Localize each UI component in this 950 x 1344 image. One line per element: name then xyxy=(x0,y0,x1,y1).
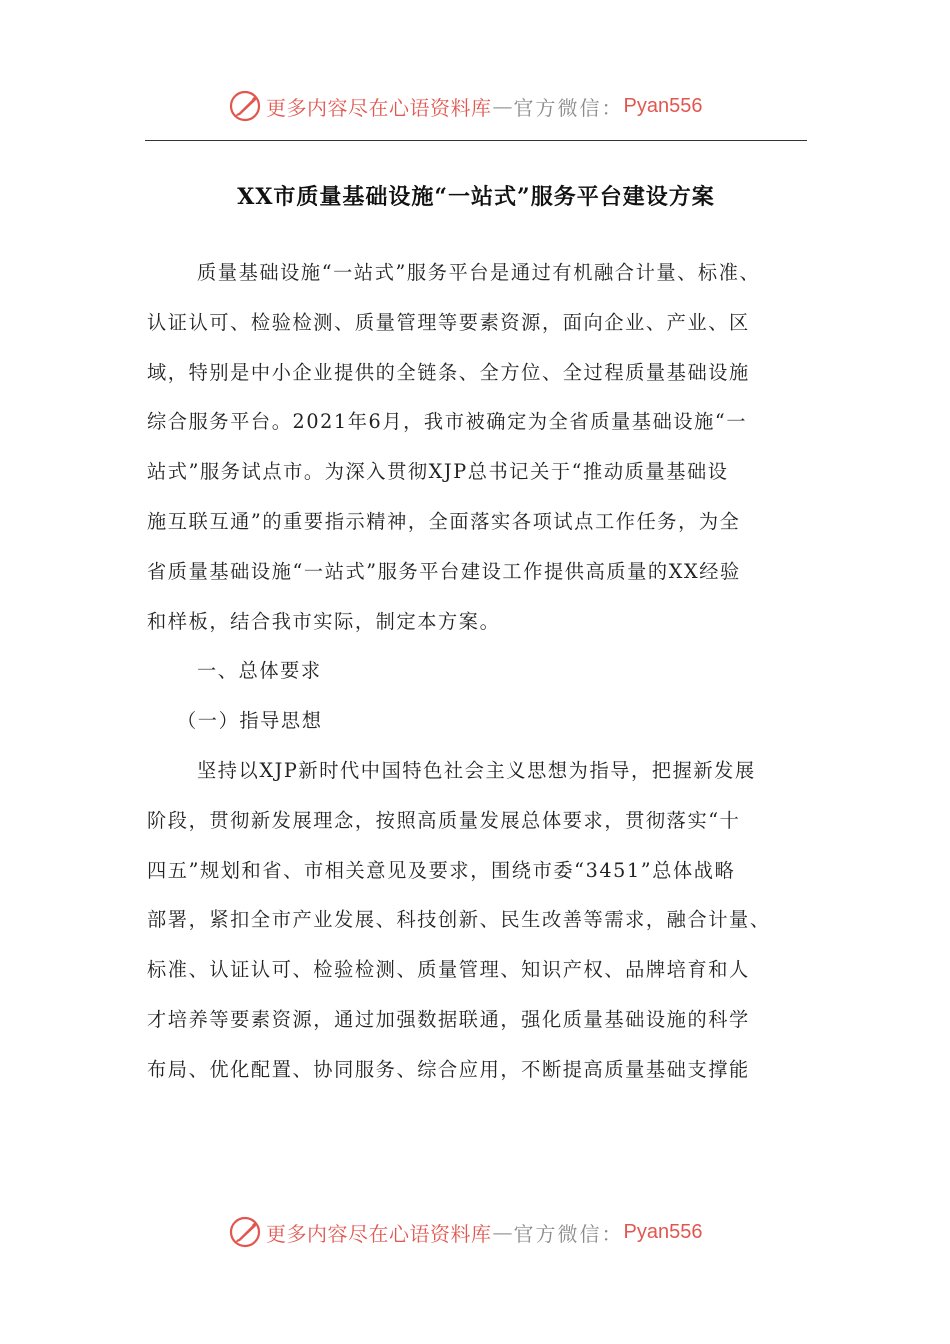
watermark-separator: — xyxy=(492,1220,513,1244)
subsection-heading: （一）指导思想 xyxy=(177,709,323,733)
quill-logo-icon xyxy=(228,1215,262,1249)
body-line: 综合服务平台。2021年6月，我市被确定为全省质量基础设施“一 xyxy=(147,410,748,434)
watermark-wechat-id: Pyan556 xyxy=(623,1220,703,1243)
body-line: 四五”规划和省、市相关意见及要求，围绕市委“3451”总体战略 xyxy=(147,858,736,882)
watermark-wechat-label: 官方微信： xyxy=(513,1221,624,1246)
body-line: 标准、认证认可、检验检测、质量管理、知识产权、品牌培育和人 xyxy=(147,958,750,982)
watermark-site-name: 更多内容尽在心语资料库 xyxy=(266,1221,492,1246)
body-line: 施互联互通”的重要指示精神，全面落实各项试点工作任务，为全 xyxy=(147,509,741,533)
header-watermark xyxy=(0,86,950,126)
body-line: 认证认可、检验检测、质量管理等要素资源，面向企业、产业、区 xyxy=(147,310,750,334)
body-line: 域，特别是中小企业提供的全链条、全方位、全过程质量基础设施 xyxy=(147,360,750,384)
document-body xyxy=(147,248,809,1095)
section-heading: 一、总体要求 xyxy=(197,659,322,683)
watermark-wechat-id: Pyan556 xyxy=(623,94,703,117)
document-title: XX市质量基础设施“一站式”服务平台建设方案 xyxy=(237,184,715,210)
body-line: 和样板，结合我市实际，制定本方案。 xyxy=(147,609,501,633)
watermark-separator: — xyxy=(492,94,513,118)
body-line: 部署，紧扣全市产业发展、科技创新、民生改善等需求，融合计量、 xyxy=(147,908,771,932)
watermark-site-name: 更多内容尽在心语资料库 xyxy=(266,95,492,120)
body-line: 省质量基础设施“一站式”服务平台建设工作提供高质量的XX经验 xyxy=(147,559,741,583)
quill-logo-icon xyxy=(228,89,262,123)
body-line: 布局、优化配置、协同服务、综合应用，不断提高质量基础支撑能 xyxy=(147,1057,750,1081)
footer-watermark xyxy=(0,1212,950,1252)
watermark-wechat-label: 官方微信： xyxy=(513,95,624,120)
watermark-banner xyxy=(228,86,702,126)
body-line: 阶段，贯彻新发展理念，按照高质量发展总体要求，贯彻落实“十 xyxy=(147,808,741,832)
watermark-banner xyxy=(228,1212,702,1252)
body-line: 才培养等要素资源，通过加强数据联通，强化质量基础设施的科学 xyxy=(147,1007,750,1031)
body-line: 坚持以XJP新时代中国特色社会主义思想为指导，把握新发展 xyxy=(197,758,756,782)
header-divider xyxy=(145,140,807,141)
body-line: 质量基础设施“一站式”服务平台是通过有机融合计量、标准、 xyxy=(197,261,761,284)
body-line: 站式”服务试点市。为深入贯彻XJP总书记关于“推动质量基础设 xyxy=(147,460,729,484)
